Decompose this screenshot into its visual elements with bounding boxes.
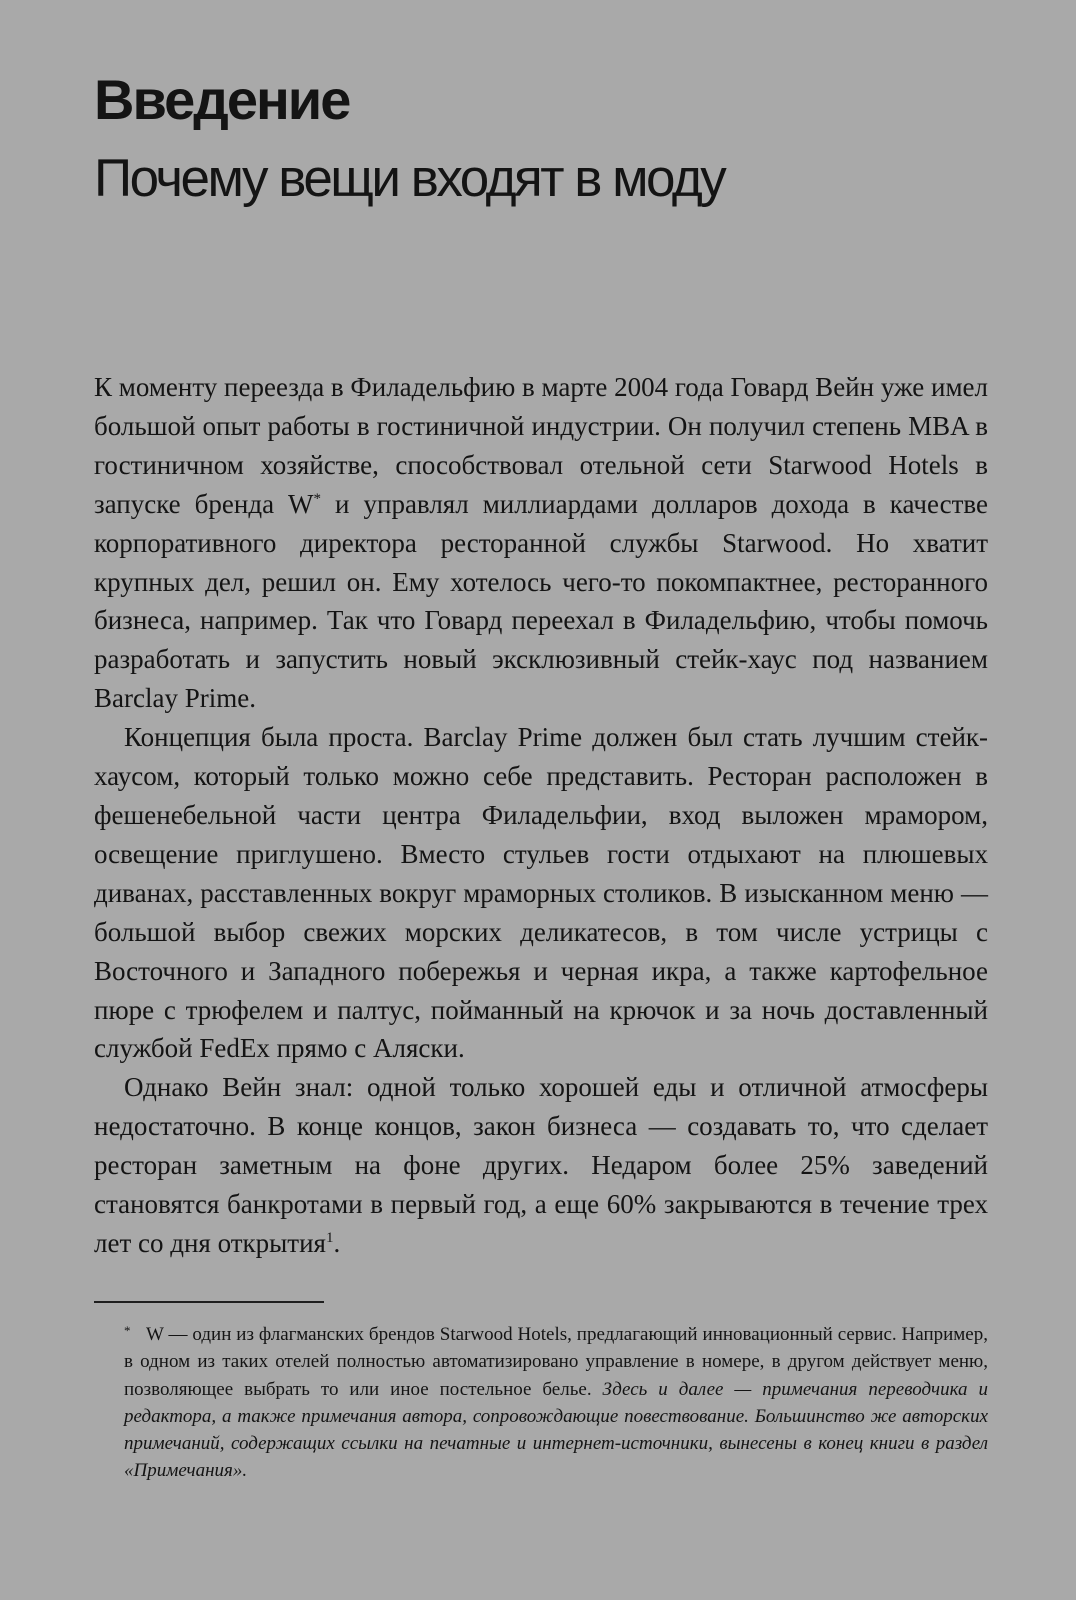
footnote-text: W — один из флагманских брендов Starwood Hotels, предлагающий инновационный сервис. Например, в одном из таких отелей полностью автоматизировано управление в номере, в другом действует меню, позволяющее выбрать то или иное постельное белье. [124, 1324, 988, 1400]
paragraph-1-text-end: и управлял миллиардами долларов дохода в качестве корпоративного директора ресторанной службы Starwood. Но хватит крупных дел, решил он. Ему хотелось чего-то покомпактнее, ресторанного бизнеса, например. Так что Говард переехал в Филадельфию, чтобы помочь разработать и запустить новый эксклюзивный стейк-хаус под названием Barclay Prime. [94, 488, 989, 714]
chapter-subtitle: Почему вещи входят в моду [94, 149, 725, 208]
footnote [94, 1321, 988, 1485]
footnote-italic-text: Здесь и далее — примечания переводчика и редактора, а также примечания автора, сопровождающие повествование. Большинство же авторских примечаний, содержащих ссылки на печатные и интернет-источники, вынесены в конец книги в раздел «Примечания». [124, 1378, 988, 1482]
endnote-ref: 1 [325, 1229, 334, 1246]
paragraph-1 [94, 368, 988, 718]
paragraph-3 [94, 1068, 988, 1263]
body-text [94, 368, 988, 1263]
chapter-title: Введение [94, 68, 350, 131]
footnote-marker-ref: * [313, 490, 322, 507]
paragraph-3-text-end: . [333, 1227, 341, 1258]
paragraph-2: Концепция была проста. Barclay Prime должен был стать лучшим стейк-хаусом, который только можно себе представить. Ресторан расположен в фешенебельной части центра Филадельфии, вход выложен мрамором, освещение приглушено. Вместо стульев гости отдыхают на плюшевых диванах, расставленных вокруг мраморных столиков. В изысканном меню — большой выбор свежих морских деликатесов, в том числе устрицы с Восточного и Западного побережья и черная икра, а также картофельное пюре с трюфелем и палтус, пойманный на крючок и за ночь доставленный службой FedEx прямо с Аляски. [94, 722, 988, 1064]
footnote-divider [94, 1301, 324, 1303]
paragraph-3-text: Однако Вейн знал: одной только хорошей еды и отличной атмосферы недостаточно. В конце концов, закон бизнеса — создавать то, что сделает ресторан заметным на фоне других. Недаром более 25% заведений становятся банкротами в первый год, а еще 60% закрываются в течение трех лет со дня открытия [94, 1072, 988, 1258]
paragraph-1-text: К моменту переезда в Филадельфию в марте 2004 года Говард Вейн уже имел большой опыт работы в гостиничной индустрии. Он получил степень MBA в гостиничном хозяйстве, способствовал отельной сети Starwood Hotels в запуске бренда W [94, 372, 988, 519]
footnote-marker: * [124, 1323, 131, 1338]
footnote-paragraph [94, 1321, 988, 1485]
